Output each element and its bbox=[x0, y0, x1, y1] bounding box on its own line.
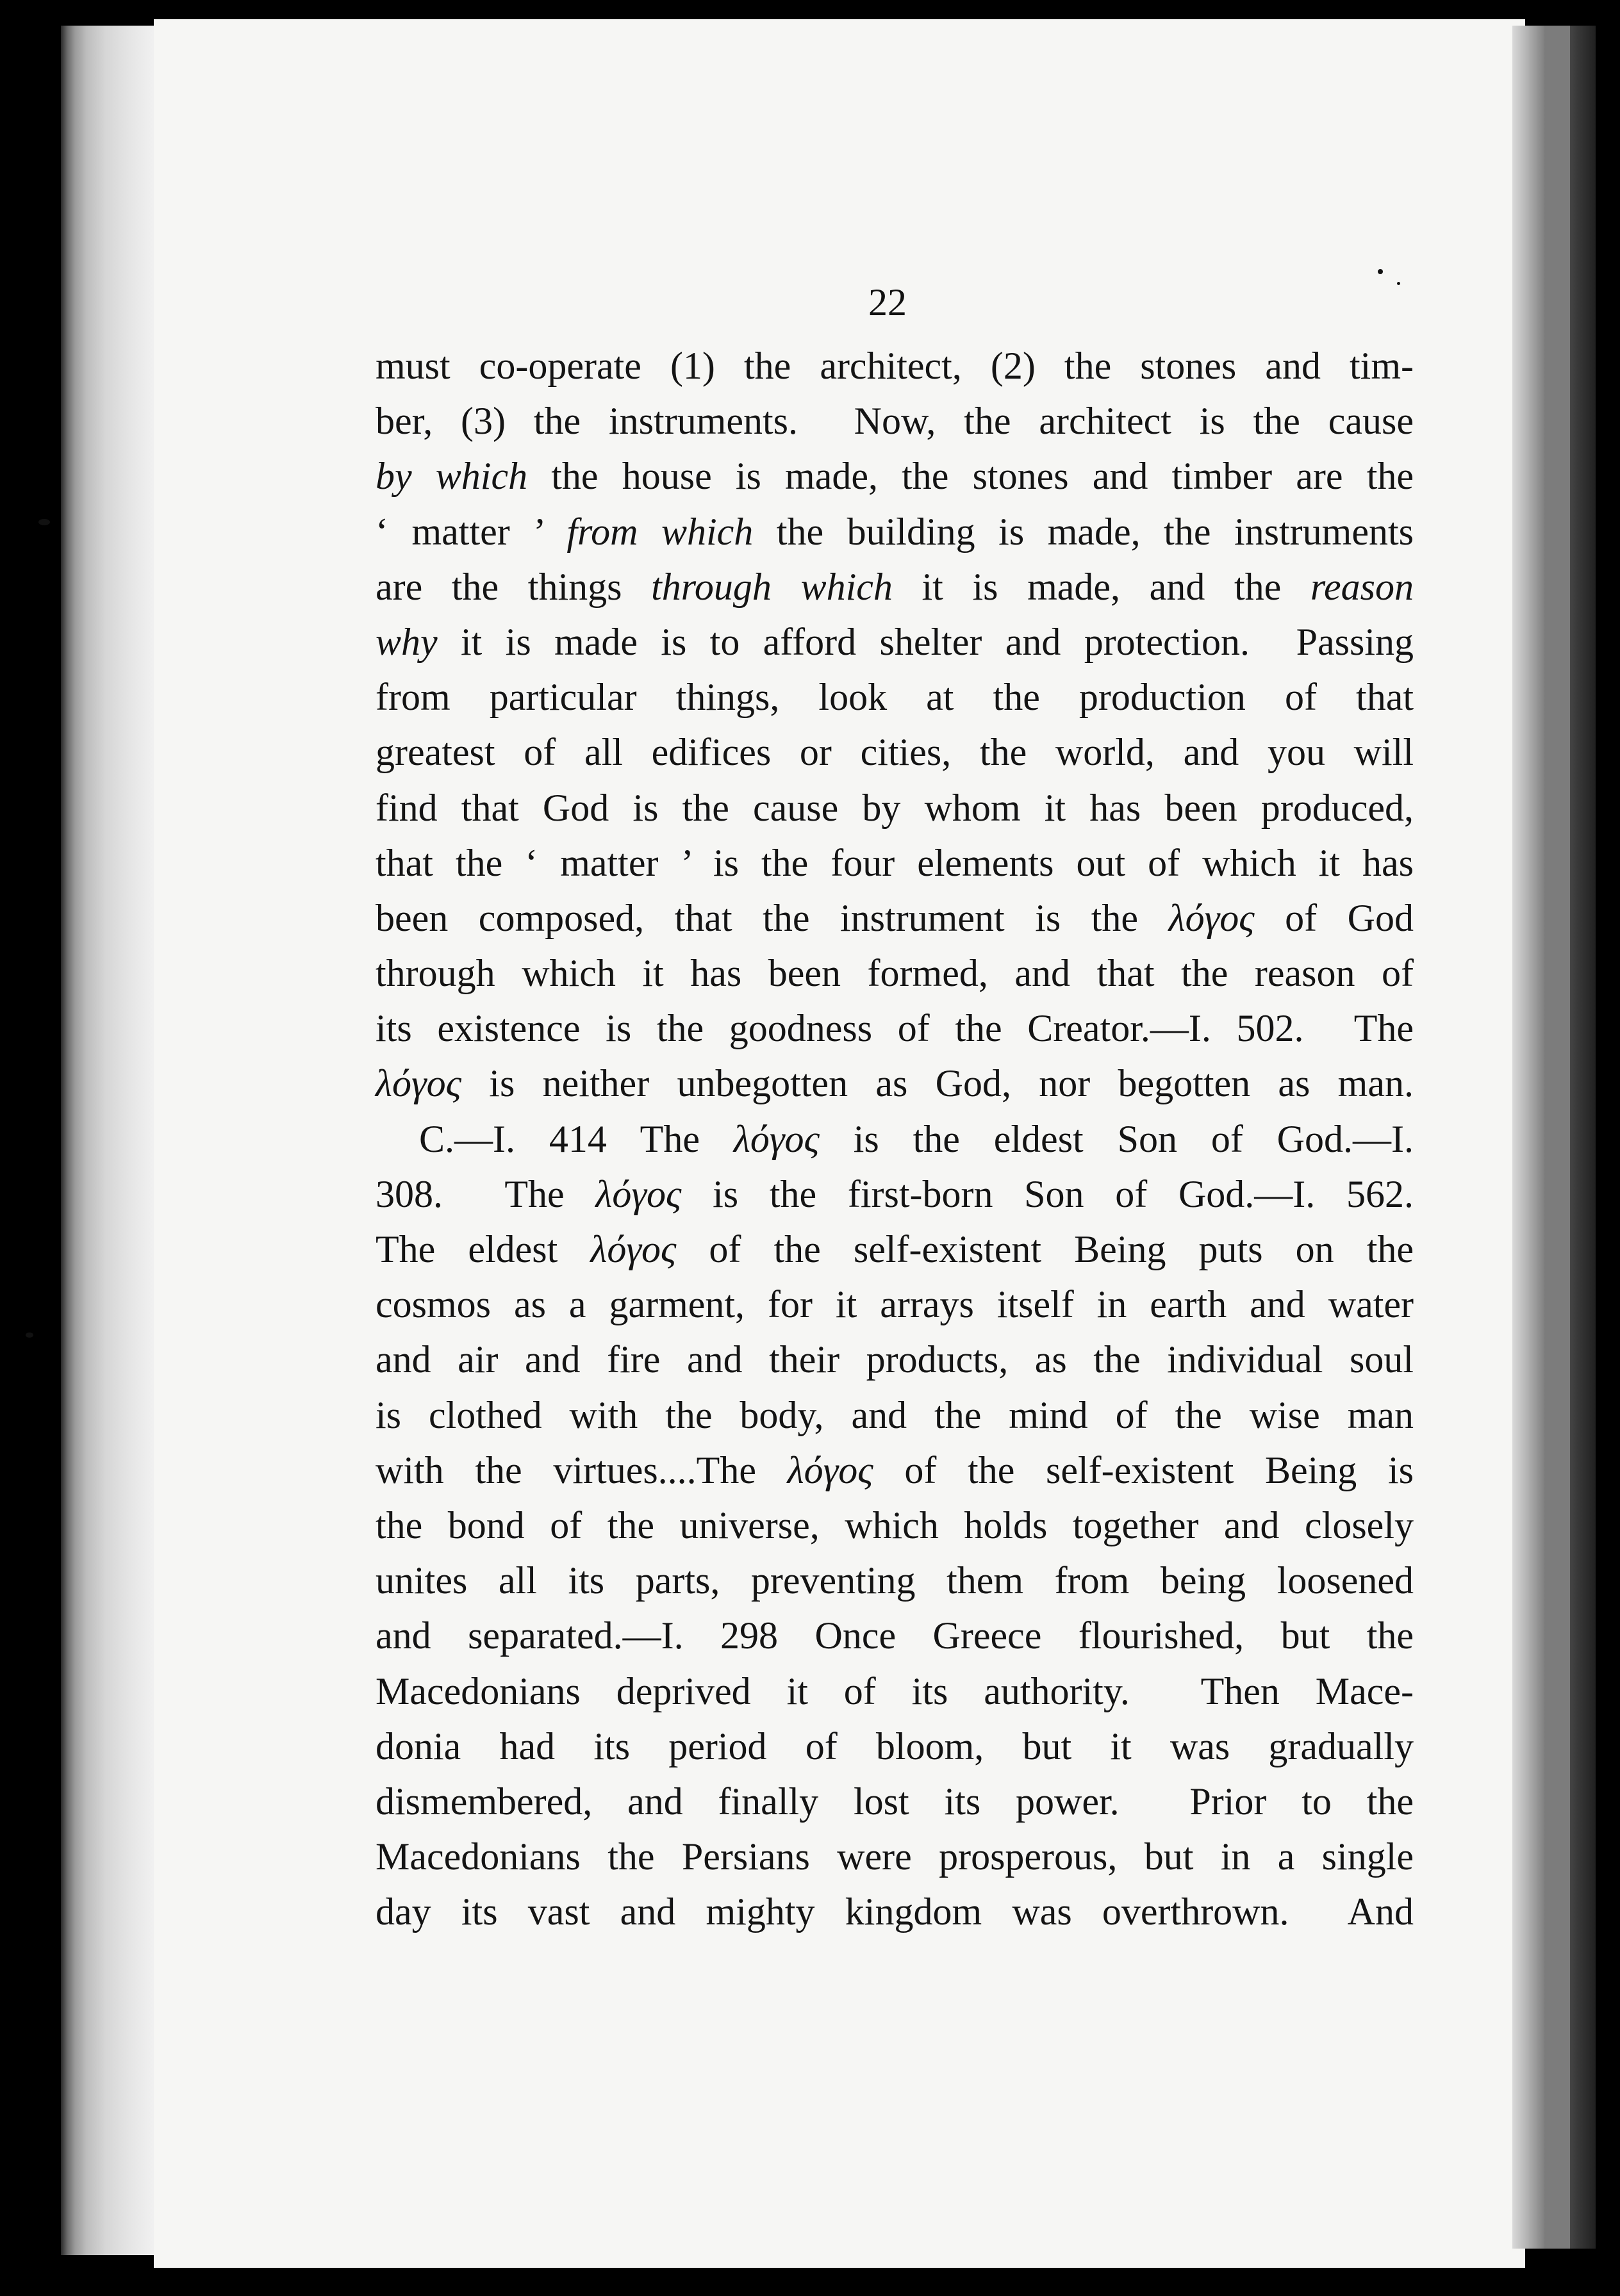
text-segment: that the ‘ matter ’ is the four elements out of which it has bbox=[376, 841, 1414, 884]
italic-text-segment: λόγος bbox=[787, 1448, 873, 1491]
text-segment: is the eldest Son of God.—I. bbox=[819, 1117, 1414, 1160]
text-segment: ber, (3) the instruments. Now, the architect is the cause bbox=[376, 400, 1414, 443]
text-line bbox=[376, 725, 1414, 780]
text-segment: donia had its period of bloom, but it was gradually bbox=[376, 1725, 1414, 1767]
text-segment: cosmos as a garment, for it arrays itself in earth and water bbox=[376, 1283, 1414, 1326]
text-line bbox=[376, 1332, 1414, 1387]
page-number: 22 bbox=[868, 281, 907, 324]
text-segment: and separated.—I. 298 Once Greece flourished, but the bbox=[376, 1614, 1414, 1657]
text-segment: of God bbox=[1254, 896, 1414, 939]
text-segment: its existence is the goodness of the Creator.—I. 502. The bbox=[376, 1007, 1414, 1050]
scan-speck bbox=[38, 519, 50, 525]
text-line bbox=[376, 1774, 1414, 1829]
text-line bbox=[376, 393, 1414, 448]
text-segment: and air and fire and their products, as the individual soul bbox=[376, 1338, 1414, 1381]
text-line bbox=[376, 1222, 1414, 1277]
text-line bbox=[376, 890, 1414, 946]
text-segment: is neither unbegotten as God, nor begotten as man. bbox=[461, 1062, 1414, 1105]
text-line bbox=[376, 946, 1414, 1001]
text-line bbox=[376, 614, 1414, 669]
text-segment: of the self-existent Being is bbox=[873, 1448, 1414, 1491]
text-line bbox=[376, 1056, 1414, 1111]
text-segment: Macedonians deprived it of its authority. Then Mace- bbox=[376, 1669, 1414, 1712]
text-segment: is the first-born Son of God.—I. 562. bbox=[681, 1172, 1414, 1215]
text-line bbox=[376, 1664, 1414, 1719]
italic-text-segment: from which bbox=[566, 510, 754, 553]
text-segment: of the self-existent Being puts on the bbox=[676, 1228, 1414, 1270]
italic-text-segment: reason bbox=[1310, 565, 1414, 608]
text-line bbox=[376, 1498, 1414, 1553]
text-segment: must co-operate (1) the architect, (2) the stones and tim- bbox=[376, 345, 1414, 387]
text-segment: The eldest bbox=[376, 1228, 591, 1270]
italic-text-segment: λόγος bbox=[595, 1172, 682, 1215]
text-line bbox=[376, 835, 1414, 890]
text-segment: been composed, that the instrument is the bbox=[376, 896, 1169, 939]
text-segment: greatest of all edifices or cities, the world, and you will bbox=[376, 731, 1414, 774]
body-text bbox=[376, 338, 1414, 1939]
text-segment: it is made, and the bbox=[892, 565, 1310, 608]
italic-text-segment: through which bbox=[651, 565, 893, 608]
text-segment: ‘ matter ’ bbox=[376, 510, 567, 553]
text-segment: C.—I. 414 The bbox=[419, 1117, 734, 1160]
text-line bbox=[376, 780, 1414, 835]
text-line bbox=[376, 1277, 1414, 1332]
text-segment: dismembered, and finally lost its power. Prior to the bbox=[376, 1780, 1414, 1823]
text-line bbox=[376, 1719, 1414, 1774]
text-segment: Macedonians the Persians were prosperous, but in a single bbox=[376, 1835, 1414, 1878]
text-line bbox=[376, 1553, 1414, 1608]
text-line bbox=[376, 338, 1414, 393]
text-segment: from particular things, look at the production of that bbox=[376, 676, 1414, 719]
text-line bbox=[376, 1884, 1414, 1939]
text-segment: are the things bbox=[376, 565, 652, 608]
text-line bbox=[376, 1608, 1414, 1663]
text-segment: find that God is the cause by whom it has been produced, bbox=[376, 786, 1414, 829]
text-line bbox=[376, 1111, 1414, 1167]
italic-text-segment: λόγος bbox=[376, 1062, 461, 1105]
italic-text-segment: why bbox=[376, 620, 438, 663]
text-line bbox=[376, 448, 1414, 504]
italic-text-segment: λόγος bbox=[1168, 896, 1255, 939]
text-line bbox=[376, 1167, 1414, 1222]
scan-speck bbox=[26, 1332, 33, 1338]
text-line bbox=[376, 504, 1414, 559]
text-segment: the building is made, the instruments bbox=[753, 510, 1414, 553]
text-segment: the house is made, the stones and timber are the bbox=[527, 455, 1414, 498]
text-segment: the bond of the universe, which holds together and closely bbox=[376, 1504, 1414, 1546]
text-segment: it is made is to afford shelter and protection. Passing bbox=[437, 620, 1414, 663]
text-segment: day its vast and mighty kingdom was overthrown. And bbox=[376, 1890, 1414, 1933]
text-segment: with the virtues....The bbox=[376, 1448, 788, 1491]
left-page-edges bbox=[61, 26, 157, 2255]
text-line bbox=[376, 1829, 1414, 1884]
text-segment: unites all its parts, preventing them from being loosened bbox=[376, 1559, 1414, 1602]
text-line bbox=[376, 1001, 1414, 1056]
italic-text-segment: λόγος bbox=[733, 1117, 820, 1160]
text-line bbox=[376, 669, 1414, 725]
right-page-edges bbox=[1512, 26, 1596, 2249]
scan-speck bbox=[1397, 282, 1400, 285]
right-edge-strip bbox=[1544, 26, 1570, 2249]
text-segment: 308. The bbox=[376, 1172, 596, 1215]
text-segment: is clothed with the body, and the mind of the wise man bbox=[376, 1393, 1414, 1436]
text-line bbox=[376, 1443, 1414, 1498]
text-segment: through which it has been formed, and that the reason of bbox=[376, 952, 1414, 995]
italic-text-segment: λόγος bbox=[590, 1228, 677, 1270]
text-line bbox=[376, 1388, 1414, 1443]
italic-text-segment: by which bbox=[376, 455, 528, 498]
scan-speck bbox=[1378, 269, 1383, 274]
text-line bbox=[376, 559, 1414, 614]
